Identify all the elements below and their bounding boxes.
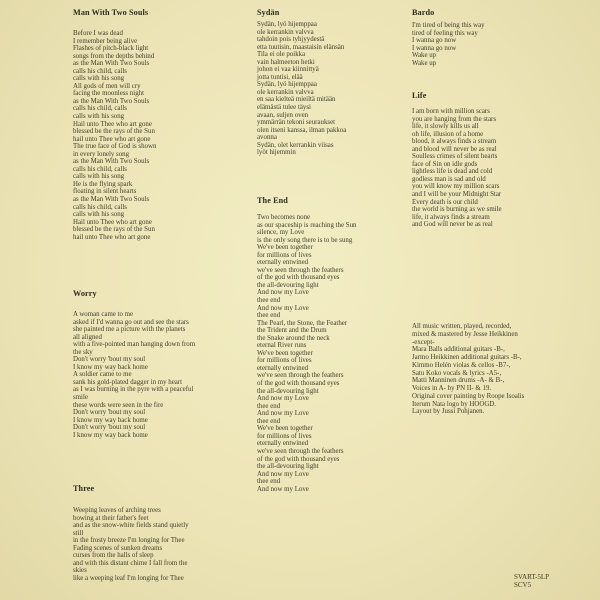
lyrics-the-end (257, 214, 357, 493)
lyric-line: she painted me a picture with the planets (73, 326, 186, 334)
song-title-life: Life (412, 91, 427, 100)
lyric-line: ole kerrankin valvva (257, 28, 314, 36)
lyrics-sydan (257, 21, 346, 157)
lyric-line: Fading scenes of sunken dreams (73, 544, 163, 552)
lyric-line: And now my Love (257, 470, 309, 478)
lyric-line: eternally entwined (257, 364, 309, 372)
lyric-line: in the frosty breeze I'm longing for Thee (73, 537, 185, 545)
credit-line: Jarmo Heikkinen additional guitars -B-, (412, 354, 522, 361)
lyric-line: thee end (257, 402, 281, 410)
lyric-line: as the Man With Two Souls (73, 158, 150, 166)
lyric-line: avonna (257, 134, 277, 142)
lyric-line: the Snake around the neck (257, 334, 330, 342)
lyric-line: face of Sin on idle gods (412, 160, 478, 168)
lyric-line: lyöt hijemmin (257, 149, 296, 157)
lyric-line: The Pearl, the Stone, the Feather (257, 319, 348, 327)
lyric-line: And now my Love (257, 304, 309, 312)
lyric-line: olen itseni kanssa, ilman pakkoa (257, 126, 347, 134)
lyric-line: the world is burning as we smile (412, 206, 502, 214)
lyric-line: Sydän, lyö hijemppaa (257, 21, 317, 28)
lyric-line: the sky (73, 348, 93, 356)
song-title-worry: Worry (73, 289, 97, 298)
song-title-three: Three (73, 484, 95, 493)
lyric-line: for millions of lives (257, 432, 312, 440)
lyric-line: still (73, 529, 84, 537)
lyric-line: We've been together (257, 425, 313, 433)
lyric-line: eternal River runs (257, 342, 307, 350)
lyric-line: And now my Love (257, 395, 309, 403)
lyrics-life (412, 108, 502, 229)
lyric-line: And now my Love (257, 289, 309, 297)
lyric-line: the Trident and the Drum (257, 327, 327, 335)
lyric-line: Before I was dead (73, 30, 123, 37)
lyric-line: I know my way back home (73, 363, 148, 371)
lyric-line: avaan, suljen oven (257, 111, 309, 119)
lyric-line: Hail unto Thee who art gone (73, 120, 152, 128)
lyric-line: eternally entwined (257, 440, 309, 448)
lyric-line: and I will be your Midnight Star (412, 191, 502, 199)
lyric-line: calls his child, calls (73, 67, 127, 75)
lyric-line: thee end (257, 478, 281, 486)
lyric-line: etta tuutisin, maastaisin elänsän (257, 43, 345, 51)
lyric-line: tired of feeling this way (412, 29, 478, 37)
lyrics-bardo (412, 22, 485, 67)
lyric-line: Hail unto Thee who art gone (73, 218, 152, 226)
lyric-line: and blood will never be as real (412, 145, 497, 153)
lyric-line: you will know my million scars (412, 183, 500, 191)
credit-line: Voices in A- by PN II- & 19. (412, 385, 492, 392)
lyric-line: calls with his song (73, 173, 125, 181)
lyrics-man-with-two-souls (73, 30, 156, 241)
lyric-line: of the god with thousand eyes (257, 274, 340, 282)
lyric-line: the all-devouring light (257, 387, 319, 395)
lyric-line: silence, my Love (257, 229, 305, 237)
lyric-line: Weeping leaves of arching trees (73, 507, 161, 514)
lyric-line: Don't worry 'bout my soul (73, 424, 146, 432)
credit-line: Iterum Nata logo by HOOGD. (412, 400, 497, 408)
lyric-line: lightless life is dead and cold (412, 168, 493, 176)
lyric-line: of the god with thousand eyes (257, 455, 340, 463)
song-title-man-with-two-souls: Man With Two Souls (73, 8, 149, 17)
lyric-line: life, it always finds a stream (412, 213, 490, 221)
lyric-line: like a weeping leaf I'm longing for Thee (73, 574, 184, 582)
lyric-line: thee end (257, 297, 281, 305)
lyric-line: He is the flying spark (73, 180, 133, 188)
lyric-line: sank his gold-plated dagger in my heart (73, 378, 183, 386)
lyric-line: I wanna go now (412, 37, 457, 45)
lyric-line: bowing at their father's feet (73, 514, 149, 522)
lyric-line: and with this distant chime I fall from the (73, 559, 188, 567)
credit-line: Mara Balls additional guitars -B-, (412, 346, 505, 354)
lyric-line: oh life, illusion of a home (412, 130, 484, 138)
lyric-line: hail unto Thee who art gone (73, 233, 151, 241)
lyric-line: I know my way back home (73, 431, 148, 439)
lyric-line: as the Man With Two Souls (73, 196, 150, 204)
lyric-line: floating in silent hearts (73, 188, 137, 196)
lyric-line: calls his child, calls (73, 203, 127, 211)
lyric-line: Flashes of pitch-black light (73, 45, 149, 53)
lyric-line: in every lonely song (73, 150, 130, 158)
credit-line: Kimmo Helén violas & cellos -B7-, (412, 361, 511, 369)
lyric-line: these words were seen in the fire (73, 401, 164, 409)
lyric-line: jotta tuntisi, elää (257, 73, 303, 81)
lyric-line: I wanna go now (412, 44, 457, 52)
lyric-line: ole kerrankin valvva (257, 88, 314, 96)
credit-line: Layout by Jussi Pohjanen. (412, 408, 485, 416)
lyric-line: with a five-pointed man hanging down from (73, 341, 196, 349)
lyric-line: you are hanging from the stars (412, 115, 497, 123)
lyric-line: hail unto Thee who art gone (73, 135, 151, 143)
album-credits (412, 323, 524, 416)
lyric-line: we've seen through the feathers (257, 266, 344, 274)
lyric-line: skies (73, 567, 87, 575)
lyric-line: Wake up (412, 52, 437, 60)
lyric-line: as I was burning in the pyre with a peaceful (73, 386, 194, 394)
lyric-line: I remember being alive (73, 37, 138, 45)
lyric-line: as our spaceship is reaching the Sun (257, 221, 357, 229)
catalog-line: SVART-5LP (514, 573, 549, 581)
lyric-line: for millions of lives (257, 251, 312, 259)
lyric-line: thee end (257, 417, 281, 425)
lyric-line: of the god with thousand eyes (257, 380, 340, 388)
lyric-line: Don't worry 'bout my soul (73, 356, 146, 364)
lyric-line: smile (73, 394, 88, 402)
lyric-line: We've been together (257, 244, 313, 252)
lyric-line: vain halmeeton hetki (257, 58, 315, 66)
lyric-line: A woman came to me (73, 311, 134, 318)
song-title-bardo: Bardo (412, 8, 435, 17)
lyric-line: ymmärrän tekoni seuraukset (257, 119, 336, 127)
lyric-line: we've seen through the feathers (257, 372, 344, 380)
lyric-line: I know my way back home (73, 416, 148, 424)
lyric-line: songs from the depths behind (73, 52, 155, 60)
lyric-line: and God will never be as real (412, 221, 493, 229)
lyric-line: Sydän, lyö hijemppaa (257, 81, 317, 89)
lyric-line: all aligned (73, 333, 102, 341)
lyric-line: tahdoin pois tyhjyydestä (257, 36, 325, 44)
lyric-line: And now my Love (257, 410, 309, 418)
lyric-line: thee end (257, 312, 281, 320)
lyric-line: calls with his song (73, 75, 125, 83)
credit-line: Matti Manninen drums -A- & B-, (412, 377, 505, 385)
lyric-line: life, it slowly kills us all (412, 123, 479, 131)
lyric-line: calls with his song (73, 211, 125, 219)
lyric-line: Every death is our child (412, 198, 478, 206)
lyrics-worry (73, 311, 195, 439)
catalog-line: SCV5 (514, 581, 532, 589)
lyric-line: The true face of God is shown (73, 143, 157, 151)
lyric-line: the all-devouring light (257, 281, 319, 289)
lyric-line: godless man is sad and old (412, 175, 486, 183)
credit-line: Satu Koko vocals & lyrics -A5-, (412, 369, 502, 377)
lyric-line: Sydän, olet kerrankin viisas (257, 141, 334, 149)
lyric-line: Two becomes none (257, 214, 311, 221)
lyric-line: Soulless crimes of silent hearts (412, 153, 498, 161)
lyrics-three (73, 507, 189, 582)
song-title-sydan: Sydän (257, 8, 280, 17)
lyric-line: the all-devouring light (257, 463, 319, 471)
lyric-line: Tila ei ole poikka (257, 51, 306, 59)
lyric-line: curses from the halls of sleep (73, 552, 154, 560)
lyric-line: as the Man With Two Souls (73, 60, 150, 68)
credit-line: Original cover painting by Roope Isoalis (412, 392, 525, 400)
lyric-line: We've been together (257, 349, 313, 357)
song-title-the-end: The End (257, 196, 288, 205)
lyric-line: is the only song there is to be sung (257, 236, 353, 244)
lyric-line: calls his child, calls (73, 165, 127, 173)
lyric-line: johon ei vaa kiinnittyä (257, 66, 319, 74)
lyric-line: and as the snow-white fields stand quietly (73, 522, 189, 530)
lyric-line: we've seen through the feathers (257, 447, 344, 455)
lyric-line: as the Man With Two Souls (73, 97, 150, 105)
lyric-line: All gods of men will cry (73, 82, 141, 90)
lyric-line: asked if I'd wanna go out and see the stars (73, 318, 189, 326)
lyric-line: I am born with million scars (412, 108, 490, 115)
lyric-line: I'm tired of being this way (412, 22, 485, 29)
lyric-line: Wake up (412, 59, 437, 67)
lyric-line: eternally entwined (257, 259, 309, 267)
lyric-line: elämästä tulee täysi (257, 104, 311, 112)
credit-line: -except- (412, 338, 435, 346)
credit-line: All music written, played, recorded, (412, 323, 512, 330)
lyric-line: calls with his song (73, 113, 125, 121)
lyric-line: en saa kielteä mieiltä mitään (257, 96, 336, 104)
lyric-line: facing the moonless night (73, 90, 144, 98)
catalog-number (514, 573, 549, 589)
lyric-line: Don't worry 'bout my soul (73, 409, 146, 417)
lyric-line: A soldier came to me (73, 371, 132, 379)
credit-line: mixed & mastered by Jesse Heikkinen (412, 330, 518, 338)
lyric-line: blood, it always finds a stream (412, 138, 497, 146)
lyric-line: blessed be the rays of the Sun (73, 128, 155, 136)
lyric-line: And now my Love (257, 485, 309, 493)
lyric-line: calls his child, calls (73, 105, 127, 113)
lyric-line: blessed be the rays of the Sun (73, 226, 155, 234)
lyric-line: for millions of lives (257, 357, 312, 365)
